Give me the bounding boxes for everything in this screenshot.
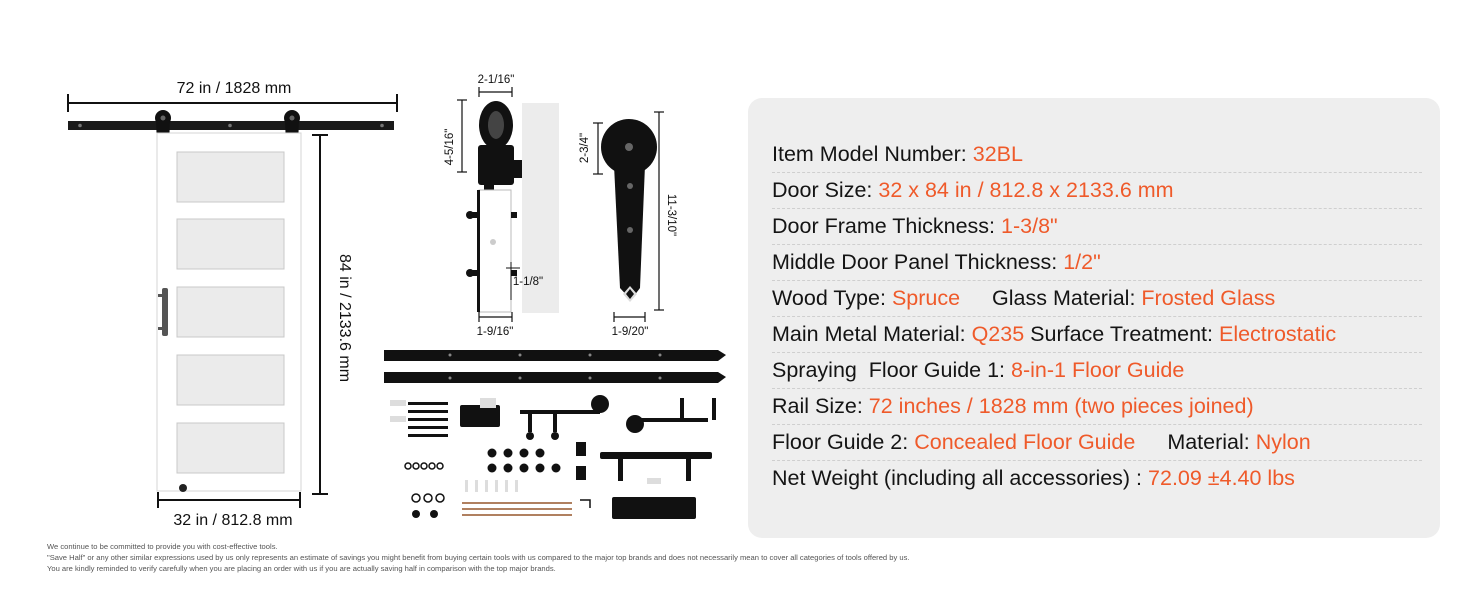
- bracket-width-label: 1-1/8": [512, 276, 544, 288]
- rail-length-label: 72 in / 1828 mm: [176, 80, 292, 97]
- rail-piece-2: [384, 372, 726, 383]
- metal-label: Main Metal Material:: [772, 322, 966, 346]
- glass-value: Frosted Glass: [1141, 286, 1276, 310]
- door-size-label: Door Size:: [772, 178, 873, 202]
- frame-thickness-label: Door Frame Thickness:: [772, 214, 996, 238]
- door-size-value: 32 x 84 in / 812.8 x 2133.6 mm: [878, 178, 1174, 202]
- rail-piece-1: [384, 350, 726, 361]
- spec-row-panel-thickness: [772, 244, 1422, 281]
- wood-type-label: Wood Type:: [772, 286, 886, 310]
- weight-value: 72.09 ±4.40 lbs: [1148, 466, 1295, 490]
- spec-card: [748, 98, 1440, 538]
- width-dimension-line: [158, 492, 300, 508]
- screws: [390, 400, 448, 437]
- frame-thickness-value: 1-3/8": [1001, 214, 1058, 238]
- hanger-length-label: 11-3/10": [665, 193, 677, 237]
- panel-thickness-value: 1/2": [1063, 250, 1101, 274]
- material-value: Nylon: [1255, 430, 1311, 454]
- disclaimer-line-3: You are kindly reminded to verify carefully when you are placing an order with us if you are actually saving half in comparison with the top major brands.: [47, 564, 556, 573]
- nuts: [488, 442, 587, 480]
- glass-label: Glass Material:: [992, 286, 1136, 310]
- hanger-wheel-label: 2-3/4": [579, 132, 591, 164]
- spec-row-door-size: [772, 172, 1422, 209]
- spec-row-frame-thickness: [772, 208, 1422, 245]
- floor-guide: [179, 484, 187, 492]
- floor-guide2-label: Floor Guide 2:: [772, 430, 909, 454]
- kit-contents: [384, 350, 726, 519]
- surface-value: Electrostatic: [1218, 322, 1337, 346]
- hanger-strap-view: [579, 112, 677, 338]
- rail-size-value: 72 inches / 1828 mm (two pieces joined): [868, 394, 1254, 418]
- spec-row-spraying: [772, 352, 1422, 389]
- material-label: Material:: [1167, 430, 1250, 454]
- metal-value: Q235: [971, 322, 1025, 346]
- roller-height-label: 4-5/16": [444, 128, 456, 166]
- anti-jump-parts: [520, 395, 716, 440]
- spraying-label: Spraying Floor Guide 1:: [772, 358, 1006, 382]
- wood-type-value: Spruce: [891, 286, 961, 310]
- surface-label: Surface Treatment:: [1030, 322, 1213, 346]
- door: [157, 133, 301, 492]
- model-value: 32BL: [972, 142, 1023, 166]
- disclaimer-line-2: "Save Half" or any other similar expressions used by us only represents an estimate of savings you might benefit from buying certain tools with us compared to the major top brands and does not necessarily mean to cover all categories of tools offered by us.: [47, 553, 910, 562]
- washers: [405, 463, 444, 518]
- roller-width-label: 2-1/16": [477, 74, 515, 86]
- height-dimension-line: [312, 135, 328, 494]
- spec-row-model: [772, 136, 1422, 173]
- roller-side-view: [444, 74, 559, 338]
- hanger-bottom-label: 1-9/20": [611, 326, 649, 338]
- spec-row-rail-size: [772, 388, 1422, 425]
- handle-part: [600, 452, 712, 481]
- rail-size-label: Rail Size:: [772, 394, 863, 418]
- spec-row-weight: [772, 460, 1422, 496]
- roller-bottom-label: 1-9/16": [476, 326, 514, 338]
- panel-thickness-label: Middle Door Panel Thickness:: [772, 250, 1058, 274]
- roller-wheel: [478, 101, 522, 195]
- spec-row-floor-guide2: [772, 424, 1422, 461]
- floor-guide-part: [460, 405, 500, 427]
- spec-row-metal-surface: [772, 316, 1422, 353]
- disclaimer: [47, 541, 1147, 574]
- disclaimer-line-1: We continue to be committed to provide you with cost-effective tools.: [47, 542, 278, 551]
- door-handle: [162, 288, 168, 336]
- floor-guide2-value: Concealed Floor Guide: [914, 430, 1136, 454]
- spraying-value: 8-in-1 Floor Guide: [1011, 358, 1185, 382]
- lag-bolts: [462, 480, 572, 516]
- weight-label: Net Weight (including all accessories) :: [772, 466, 1143, 490]
- spec-row-wood-glass: [772, 280, 1422, 317]
- door-width-label: 32 in / 812.8 mm: [173, 512, 293, 529]
- door-height-label: 84 in / 2133.6 mm: [336, 253, 353, 383]
- door-assembly: [62, 60, 397, 529]
- product-diagram: [0, 0, 740, 540]
- concealed-floor-guide: [612, 497, 696, 519]
- door-edge: [479, 190, 511, 312]
- model-label: Item Model Number:: [772, 142, 967, 166]
